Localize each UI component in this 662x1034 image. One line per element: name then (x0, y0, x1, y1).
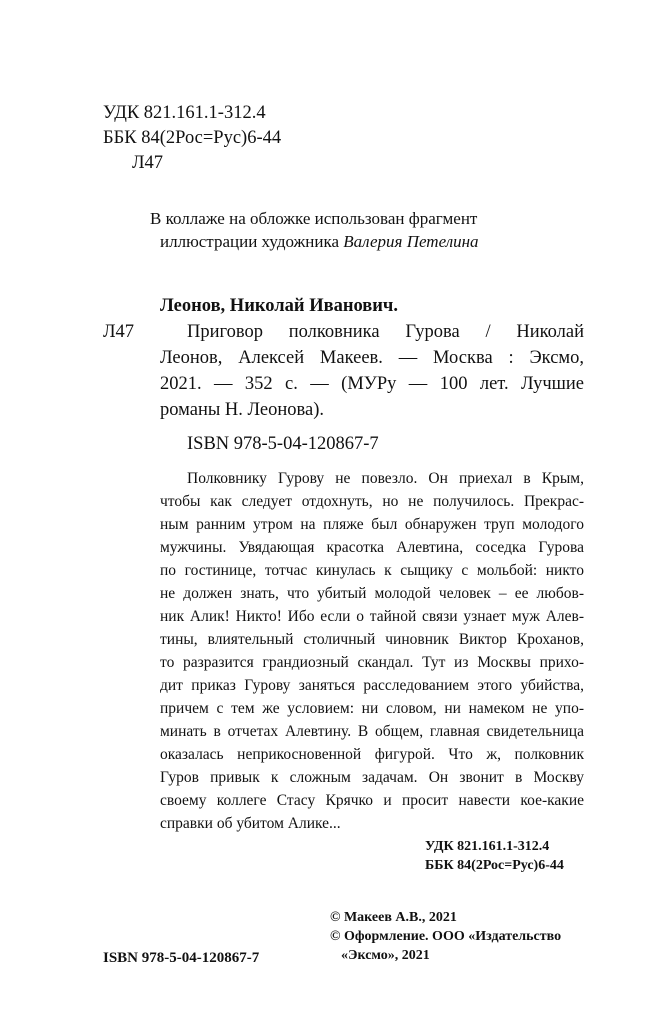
annotation-line: Гуров привык к сложным задачам. Он звонит в Москву (160, 769, 584, 786)
cover-note-line-1: В коллаже на обложке использован фрагмент (150, 209, 478, 228)
annotation-line: оказалась неприкосновенной фигурой. Что ж, полковник (160, 746, 584, 763)
annotation-line: по гостинице, тотчас кинулась к сыщику с мольбой: никто (160, 562, 584, 579)
annotation-line: чтобы как следует отдохнуть, но не получилось. Прекрас- (160, 493, 584, 510)
annotation-line: тины, влиятельный столичный чиновник Виктор Кроханов, (160, 631, 584, 648)
annotation-line: ным ранним утром на пляже был обнаружен труп молодого (160, 516, 584, 533)
annotation-line: ник Алик! Никто! Ибо если о тайной связи узнает муж Алев- (160, 608, 584, 625)
footer-isbn: ISBN 978-5-04-120867-7 (103, 950, 260, 966)
udk-code: УДК 821.161.1-312.4 (103, 103, 266, 123)
copyright-design: © Оформление. ООО «Издательство (330, 929, 562, 944)
annotation-line: причем с тем же условием: ни словом, ни намеком не упо- (160, 700, 584, 717)
cover-note-line-2 (160, 232, 479, 252)
artist-name: Валерия Петелина (343, 232, 479, 251)
cover-note-prefix: иллюстрации художника (160, 232, 344, 251)
catalog-entry-line: 2021. — 352 с. — (МУРу — 100 лет. Лучшие (160, 374, 584, 394)
catalog-author-mark: Л47 (103, 322, 135, 342)
annotation-line: не должен знать, что убитый молодой человек – ее любов- (160, 585, 584, 602)
catalog-isbn: ISBN 978-5-04-120867-7 (187, 434, 379, 454)
author-heading: Леонов, Николай Иванович. (160, 296, 398, 316)
annotation-line: минать в отчетах Алевтину. В общем, главная свидетельница (160, 723, 584, 740)
catalog-entry-line: Леонов, Алексей Макеев. — Москва : Эксмо, (160, 348, 584, 368)
catalog-entry-line: романы Н. Леонова). (160, 400, 325, 420)
annotation-line: справки об убитом Алике... (160, 815, 341, 832)
udk-code-small: УДК 821.161.1-312.4 (425, 839, 550, 854)
catalog-entry-line: Приговор полковника Гурова / Николай (187, 322, 584, 342)
annotation-line: мужчины. Увядающая красотка Алевтина, соседка Гурова (160, 539, 584, 556)
bbk-code: ББК 84(2Рос=Рус)6-44 (103, 128, 282, 148)
author-mark: Л47 (132, 153, 164, 173)
annotation-line: своему коллеге Стасу Крячко и просит навести кое-какие (160, 792, 584, 809)
copyright-authors: © Макеев А.В., 2021 (330, 910, 457, 925)
copyright-publisher: «Эксмо», 2021 (341, 948, 430, 963)
annotation-line: дит приказ Гурову заняться расследованием этого убийства, (160, 677, 584, 694)
bbk-code-small: ББК 84(2Рос=Рус)6-44 (425, 858, 564, 873)
annotation-line: Полковнику Гурову не повезло. Он приехал в Крым, (187, 470, 584, 487)
annotation-line: то разразится грандиозный скандал. Тут из Москвы прихо- (160, 654, 584, 671)
